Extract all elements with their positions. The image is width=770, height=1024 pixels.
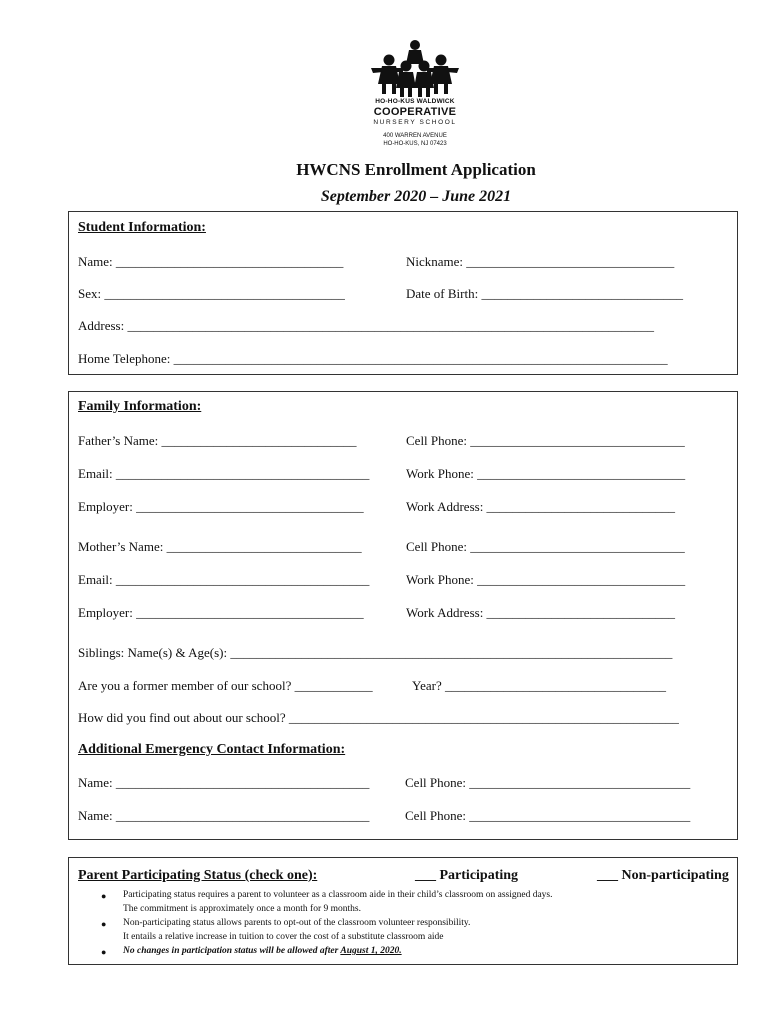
family-section-heading: Family Information: [78,399,202,414]
emergency-contact-2-cell-field[interactable]: Cell Phone: __________________________________ [405,808,691,823]
non-participating-option[interactable]: ___ Non-participating [597,868,729,883]
logo-text-nursery: NURSERY SCHOOL [373,119,457,126]
participating-commitment: The commitment is approximately once a month for 9 months. [123,904,361,914]
children-silhouette-logo-icon [369,38,461,100]
student-section-heading: Student Information: [78,220,206,235]
page-subtitle: September 2020 – June 2021 [320,188,512,205]
student-dob-field[interactable]: Date of Birth: _______________________________ [406,286,683,301]
father-cell-field[interactable]: Cell Phone: _________________________________ [406,433,685,448]
father-employer-field[interactable]: Employer: ___________________________________ [78,499,364,514]
bullet-icon: ● [101,919,107,929]
student-nickname-field[interactable]: Nickname: ________________________________ [406,254,675,269]
non-participating-tuition-note: It entails a relative increase in tuition to cover the cost of a substitute classroom aide [123,932,444,942]
home-telephone-field[interactable]: Home Telephone: ____________________________________________________________________________ [78,351,668,366]
emergency-contact-1-name-field[interactable]: Name: _______________________________________ [78,775,370,790]
father-work-phone-field[interactable]: Work Phone: ________________________________ [406,466,686,481]
emergency-contact-2-name-field[interactable]: Name: _______________________________________ [78,808,370,823]
non-participating-description: Non-participating status allows parents to opt-out of the classroom volunteer responsibility. [123,918,471,928]
mother-work-phone-field[interactable]: Work Phone: ________________________________ [406,572,686,587]
deadline-date: August 1, 2020. [340,946,402,956]
logo-address-street: 400 WARREN AVENUE [383,133,447,139]
family-information-section [68,391,738,840]
participation-status-heading: Parent Participating Status (check one): [78,868,318,883]
mother-name-field[interactable]: Mother’s Name: ______________________________ [78,539,362,554]
referral-source-field[interactable]: How did you find out about our school? ____________________________________________________________ [78,710,679,725]
mother-cell-field[interactable]: Cell Phone: _________________________________ [406,539,685,554]
logo-text-cooperative: COOPERATIVE [373,106,457,118]
former-member-year-field[interactable]: Year? __________________________________ [412,678,666,693]
emergency-contact-1-cell-field[interactable]: Cell Phone: __________________________________ [405,775,691,790]
participating-option[interactable]: ___ Participating [415,868,519,883]
logo-text-town: HO-HO-KUS WALDWICK [375,98,455,105]
father-work-address-field[interactable]: Work Address: _____________________________ [406,499,676,514]
logo-address-city: HO-HO-KUS, NJ 07423 [383,141,447,147]
mother-email-field[interactable]: Email: _______________________________________ [78,572,370,587]
student-name-field[interactable]: Name: ___________________________________ [78,254,344,269]
no-changes-text: No changes in participation status will be allowed after [123,946,341,956]
former-member-field[interactable]: Are you a former member of our school? ____________ [78,678,373,693]
participating-description: Participating status requires a parent to volunteer as a classroom aide in their child’s classroom on assigned days. [123,890,553,900]
page-title: HWCNS Enrollment Application [296,160,536,179]
siblings-field[interactable]: Siblings: Name(s) & Age(s): ____________________________________________________________________ [78,645,673,660]
mother-work-address-field[interactable]: Work Address: _____________________________ [406,605,676,620]
school-logo [369,38,461,150]
father-name-field[interactable]: Father’s Name: ______________________________ [78,433,357,448]
student-information-section [68,211,738,375]
mother-employer-field[interactable]: Employer: ___________________________________ [78,605,364,620]
student-sex-field[interactable]: Sex: _____________________________________ [78,286,345,301]
bullet-icon: ● [101,891,107,901]
emergency-contact-heading: Additional Emergency Contact Information: [78,742,346,757]
student-address-field[interactable]: Address: _________________________________________________________________________________ [78,318,654,333]
father-email-field[interactable]: Email: _______________________________________ [78,466,370,481]
bullet-icon: ● [101,947,107,957]
participation-status-section [68,857,738,965]
no-changes-deadline-note [123,946,402,956]
